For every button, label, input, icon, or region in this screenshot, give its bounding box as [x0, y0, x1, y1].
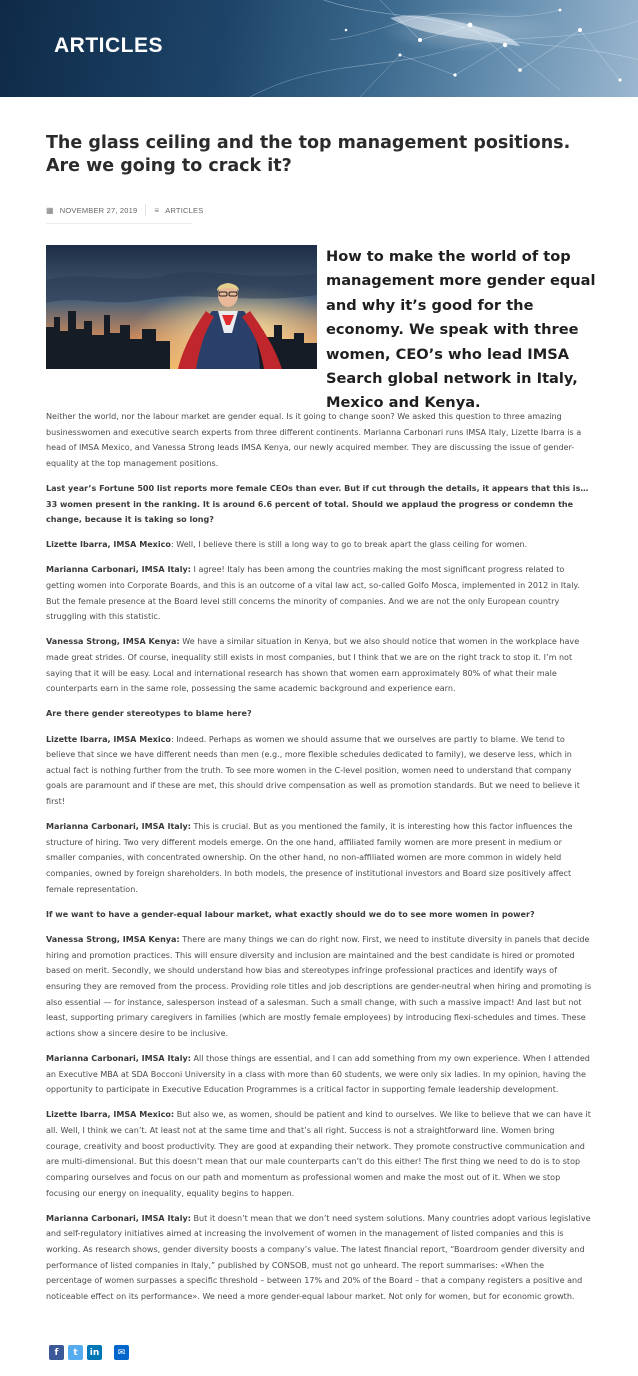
- share-buttons: [49, 1345, 129, 1360]
- article-lead: How to make the world of top management more gender equal and why it’s good for the economy. We speak with three women, CEO’s who lead IMSA Search global network in Italy, Mexico and Kenya.: [326, 248, 596, 412]
- calendar-icon: ▦: [46, 205, 54, 215]
- interview-answer: Lizette Ibarra, IMSA Mexico: Indeed. Perhaps as women we should assume that we ourselves are partly to blame. We tend to believe that since we have different needs than men (e.g., more flexible schedules dedicated to family), we deserve less, which in actual fact is nothing further from the truth. To see more women in the C-level position, women need to understand that company goals are paramount and if these are met, this should drive compensation as well as promotion standards. But we need to believe it first!: [46, 734, 580, 807]
- interview-question: If we want to have a gender-equal labour market, what exactly should we do to see more women in power?: [46, 909, 535, 919]
- speaker-name: Lizette Ibarra, IMSA Mexico:: [46, 1110, 175, 1120]
- list-icon: ≡: [154, 205, 160, 215]
- speaker-name: Lizette Ibarra, IMSA Mexico: [46, 540, 171, 550]
- speaker-name: Marianna Carbonari, IMSA Italy:: [46, 1053, 191, 1063]
- hero-banner: [0, 0, 638, 97]
- speaker-name: Marianna Carbonari, IMSA Italy:: [46, 565, 191, 575]
- interview-answer: Marianna Carbonari, IMSA Italy: This is crucial. But as you mentioned the family, it is interesting how this factor influences the structure of hiring. Two very different models emerge. On the one hand, affiliated family women are more present in medium or smaller companies, with concentrated ownership. On the other hand, no non-affiliated women are more common in widely held companies, owned by foreign shareholders. In both models, the presence of institutional investors and Board size positively affect female representation.: [46, 822, 573, 894]
- article-category-link[interactable]: ARTICLES: [165, 205, 204, 215]
- interview-answer: Lizette Ibarra, IMSA Mexico: But also we, as women, should be patient and kind to ourselves. We like to believe that we can have it all. Well, I think we can’t. At least not at the same time and that’s all right. Success is not a straightforward line. Women bring courage, creativity and boost productivity. They are good at expanding their network. They promote constructive communication and are multi-dimensional. But this doesn’t mean that our male counterparts can’t do this either! The first thing we need to do is to stop comparing ourselves and focus on our path and momentum as professional women and make the most out of it. When we stop focusing our energy on inequality, equality begins to happen.: [46, 1110, 591, 1198]
- speaker-name: Lizette Ibarra, IMSA Mexico: [46, 734, 171, 744]
- facebook-share-button[interactable]: f: [49, 1345, 64, 1360]
- interview-answer: Lizette Ibarra, IMSA Mexico: Well, I believe there is still a long way to go to break apart the glass ceiling for women.: [46, 540, 528, 550]
- interview-answer: Marianna Carbonari, IMSA Italy: All those things are essential, and I can add something from my own experience. When I attended an Executive MBA at SDA Bocconi University in a class with more than 60 students, we were only six ladies. In my opinion, having the opportunity to participate in Executive Education Programmes is a critical factor in supporting female leadership development.: [46, 1053, 590, 1095]
- speaker-name: Marianna Carbonari, IMSA Italy:: [46, 822, 191, 832]
- page-header-title: ARTICLES: [54, 34, 163, 57]
- meta-divider: [145, 204, 146, 216]
- feature-image: [46, 245, 317, 369]
- speaker-name: Vanessa Strong, IMSA Kenya:: [46, 934, 180, 944]
- article-title: The glass ceiling and the top management positions. Are we going to crack it?: [46, 133, 571, 176]
- speaker-name: Marianna Carbonari, IMSA Italy:: [46, 1213, 191, 1223]
- article-body: [46, 409, 592, 1314]
- interview-answer: Vanessa Strong, IMSA Kenya: There are many things we can do right now. First, we need to institute diversity in panels that decide hiring and promotion practices. This will ensure diversity and inclusion are maintained and the best candidate is hired or promoted based on merit. Secondly, we should understand how bias and stereotypes infringe professional practices and identify ways of ensuring they are removed from the process. Providing role titles and job descriptions are gender-neutral when hiring and promoting is also essential — for instance, salesperson instead of a salesman. Such a small change, with such a massive impact! And last but not least, supporting primary caregivers in families (which are mostly female employees) by introducing flexi-schedules and times. These actions show a sincere desire to be inclusive.: [46, 934, 592, 1038]
- meta-underline: [46, 223, 192, 224]
- interview-answer: Vanessa Strong, IMSA Kenya: We have a similar situation in Kenya, but we also should notice that women in the workplace have made great strides. Of course, inequality still exists in most companies, but I think that we are on the right track to stop it. I’m not saying that it will be easy. Local and international research has shown that women earn approximately 80% of what their male counterparts earn in the same role, possessing the same academic background and experience earn.: [46, 637, 580, 694]
- twitter-share-button[interactable]: t: [68, 1345, 83, 1360]
- email-share-button[interactable]: ✉: [114, 1345, 129, 1360]
- speaker-name: Vanessa Strong, IMSA Kenya:: [46, 637, 180, 647]
- linkedin-share-button[interactable]: in: [87, 1345, 102, 1360]
- interview-answer: Marianna Carbonari, IMSA Italy: But it doesn’t mean that we don’t need system solutions. Many countries adopt various legislative and self-regulatory initiatives aimed at increasing the involvement of women in the management of listed companies and this is working. As research shows, gender diversity boosts a company’s value. The latest financial report, “Boardroom gender diversity and performance of listed companies in Italy,” published by CONSOB, must not go unheard. The report summarises: «When the percentage of women surpasses a specific threshold – between 17% and 20% of the Board – that a company registers a positive and noticeable effect on its performance». We need a more gender-equal labour market. Not only for women, but for economic growth.: [46, 1213, 591, 1301]
- interview-question: Last year’s Fortune 500 list reports more female CEOs than ever. But if cut through the details, it appears that this is… 33 women present in the ranking. It is around 6.6 percent of total. Should we applaud the progress or condemn the change, because it is taking so long?: [46, 484, 589, 525]
- article-meta: [46, 202, 203, 218]
- intro-paragraph: Neither the world, nor the labour market are gender equal. Is it going to change soon? We asked this question to three amazing businesswomen and executive search experts from three different continents. Marianna Carbonari runs IMSA Italy, Lizette Ibarra is a head of IMSA Mexico, and Vanessa Strong leads IMSA Kenya, our newly acquired member. They are discussing the issue of gender-equality at the top management positions.: [46, 412, 582, 468]
- article-date: NOVEMBER 27, 2019: [59, 205, 138, 215]
- interview-answer: Marianna Carbonari, IMSA Italy: I agree! Italy has been among the countries making the most significant progress related to getting women into Corporate Boards, and this is an outcome of a vital law act, so-called Golfo Mosca, implemented in 2012 in Italy. But the female presence at the Board level still concerns the minority of companies. And we are not the only European country struggling with this statistic.: [46, 565, 580, 622]
- interview-question: Are there gender stereotypes to blame here?: [46, 709, 252, 719]
